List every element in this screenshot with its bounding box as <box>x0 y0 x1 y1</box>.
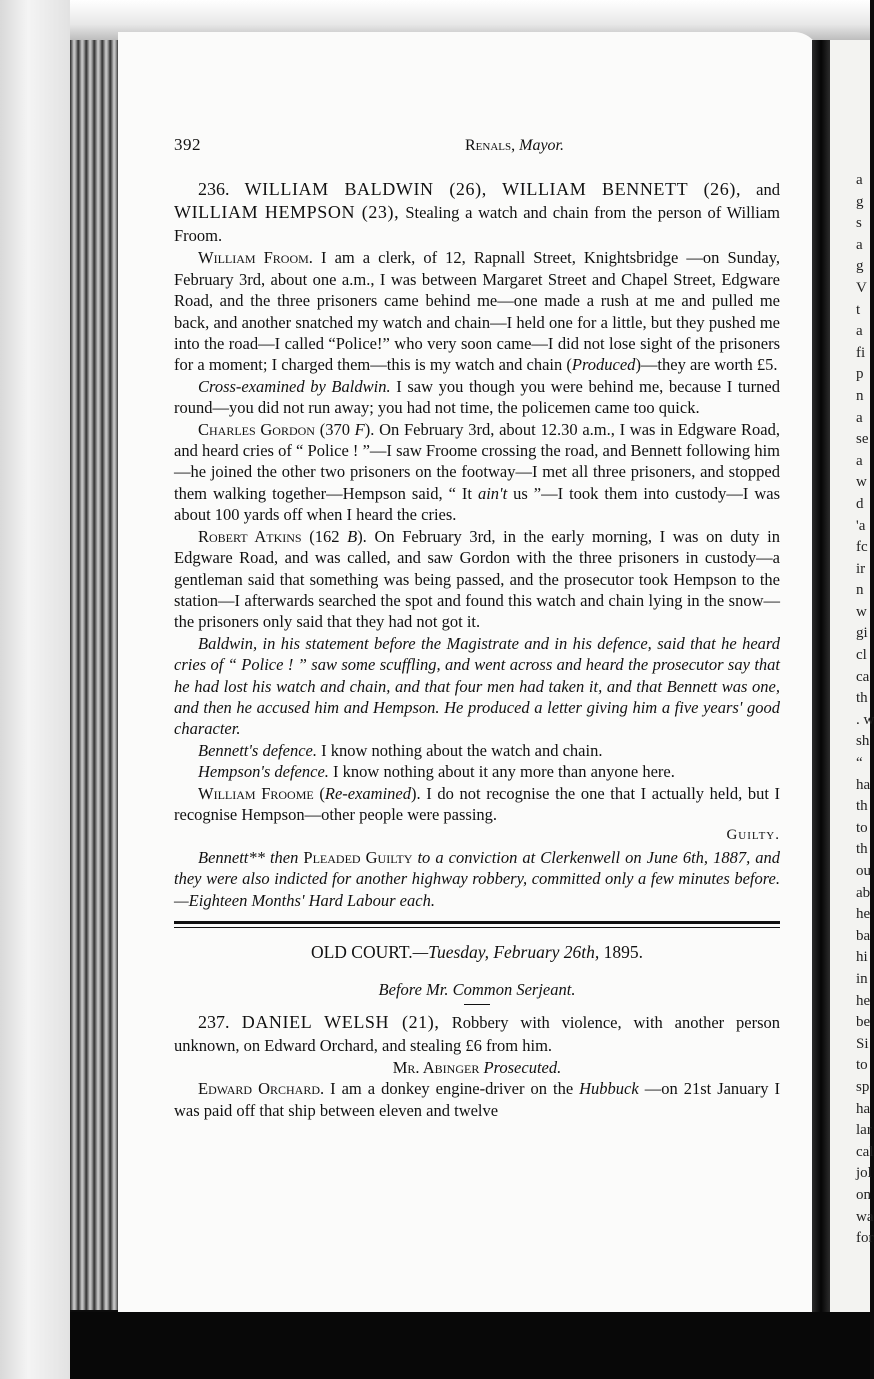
before-judge: Before Mr. Common Serjeant. <box>378 980 576 1000</box>
facing-page-fragment: to <box>856 1057 868 1074</box>
facing-page-fragment: a <box>856 323 863 340</box>
book-left-edge <box>0 0 70 1379</box>
hempson-defence: Hempson's defence. I know nothing about it any more than anyone here. <box>198 762 675 782</box>
page-header <box>174 134 564 156</box>
witness-name: Robert Atkins <box>198 526 302 546</box>
facing-page-fragment: th <box>856 690 868 707</box>
facing-page-fragment: lar <box>856 1122 872 1139</box>
facing-page-fragment: . w <box>856 711 874 728</box>
facing-page-fragment: in <box>856 970 868 987</box>
facing-page-fragment: n <box>856 387 864 404</box>
book-bottom-edge <box>70 1312 870 1379</box>
running-head <box>465 135 564 156</box>
facing-page-fragment: Si <box>856 1035 869 1052</box>
bennett-defence: Bennett's defence. I know nothing about the watch and chain. <box>198 740 603 760</box>
facing-page-fragment: gi <box>856 625 868 642</box>
facing-page-fragment: a <box>856 236 863 253</box>
witness-name: Edward Orchard. <box>198 1079 325 1099</box>
facing-page-fragment: 'a <box>856 517 866 534</box>
facing-page-fragment: cal <box>856 1143 874 1160</box>
case-236-number: 236. <box>198 179 230 200</box>
facing-page-fragment: n <box>856 582 864 599</box>
facing-page-fragment: a <box>856 452 863 469</box>
facing-page-fragment: fi <box>856 344 866 361</box>
page-number: 392 <box>174 135 201 154</box>
facing-page-fragment: g <box>856 258 864 275</box>
case-236-charge: Stealing a watch and chain from the person of William Froom. <box>174 203 780 246</box>
witness-name: Charles Gordon <box>198 419 315 439</box>
case-236-defendant-last: WILLIAM HEMPSON (23), <box>174 202 400 223</box>
running-head-title: Mayor. <box>519 137 564 154</box>
court-heading <box>174 942 780 963</box>
froome-reexamined: William Froome (Re-examined). I do not recognise the one that I actually held, but I recognise Hempson—other people were passing. <box>174 783 781 824</box>
facing-page-fragment: t <box>856 301 861 318</box>
case-237-number: 237. <box>198 1011 230 1032</box>
section-rule-thin <box>174 927 780 928</box>
facing-page-fragment: p <box>856 366 864 383</box>
verdict: Guilty. <box>726 827 780 844</box>
facing-page-fragment: a <box>856 409 863 426</box>
court-name: OLD COURT. <box>310 942 413 962</box>
facing-page-fragment: V <box>856 279 867 296</box>
baldwin-statement: Baldwin, in his statement before the Magistrate and in his defence, said that he heard cries of “ Police ! ” saw some scuffling, and went across and heard the prosecutor say that he had lost his watch and chain, and that four men had taken it, and that Bennett was one, and then he accused him and Hempson. He produced a letter giving him a five years' good character. <box>174 633 780 739</box>
prosecuting-counsel: Mr. Abinger <box>392 1057 480 1077</box>
cross-examination: Cross-examined by Baldwin. I saw you though you were behind me, because I turned round—you did not run away; you had not time, the policemen came too quick. <box>174 376 781 418</box>
running-head-name: Renals, <box>464 137 516 154</box>
section-rule-thick <box>174 921 780 924</box>
facing-page-fragment: se <box>856 431 869 448</box>
facing-page-fragment: ir <box>856 560 866 577</box>
witness-name: William Froome <box>198 783 314 803</box>
facing-page-fragment: s <box>856 215 862 232</box>
book-gutter <box>812 40 830 1330</box>
case-237-defendant: DANIEL WELSH (21), <box>241 1011 440 1032</box>
sentence: Bennett** then Pleaded Guilty to a conviction at Clerkenwell on June 6th, 1887, and they were also indicted for another highway robbery, committed only a few minutes before.—Eighteen Months' Hard Labour each. <box>174 847 780 910</box>
facing-page-fragment: ba <box>856 927 871 944</box>
court-date: —Tuesday, February 26th, <box>412 942 600 962</box>
facing-page-fragment: sp <box>856 1078 870 1095</box>
facing-page-fragment: wa <box>856 1208 874 1225</box>
case-236-defendants: WILLIAM BALDWIN (26), WILLIAM BENNETT (26), <box>244 179 742 200</box>
prosecution-line: Mr. Abinger Prosecuted. <box>392 1057 562 1077</box>
facing-page-fragment: jol <box>856 1165 872 1182</box>
book-spine <box>70 40 122 1310</box>
facing-page-fragment: ca <box>856 668 870 685</box>
testimony-orchard: Edward Orchard. I am a donkey engine-driver on the Hubbuck —on 21st January I was paid off that ship between eleven and twelve <box>174 1079 780 1120</box>
facing-page-fragment: d <box>856 495 864 512</box>
facing-page-fragment: th <box>856 841 868 858</box>
testimony-atkins: Robert Atkins (162 B). On February 3rd, in the early morning, I was on duty in Edgware Road, and was called, and saw Gordon with the three prisoners in custody—a gentleman said that something was being passed, and the prosecutor took Hempson to the station—I afterwards searched the spot and found this watch and chain lying in the snow—the prisoners only said that they had not got it. <box>174 526 780 632</box>
case-236-and: and <box>756 180 780 200</box>
case-236-heading <box>174 178 780 247</box>
short-rule <box>464 1004 490 1005</box>
facing-page-fragment: he <box>856 906 871 923</box>
case-237-charge: Robbery with violence, with another person unknown, on Edward Orchard, and stealing £6 from him. <box>174 1012 780 1055</box>
facing-page-fragment: th <box>856 798 868 815</box>
facing-page-fragment: “ <box>856 755 863 772</box>
facing-page-text <box>856 170 874 1250</box>
facing-page-fragment: hi <box>856 949 868 966</box>
facing-page-fragment: ha <box>856 776 871 793</box>
cross-examination-label: Cross-examined by Baldwin. <box>198 376 391 396</box>
facing-page-fragment: he <box>856 992 871 1009</box>
facing-page-fragment: cl <box>856 647 867 664</box>
facing-page-fragment: to <box>856 819 868 836</box>
facing-page-fragment: ab <box>856 884 871 901</box>
case-237-heading <box>174 1011 780 1057</box>
facing-page-fragment: fc <box>856 539 868 556</box>
facing-page-fragment: g <box>856 193 864 210</box>
facing-page-fragment: ha <box>856 1100 871 1117</box>
testimony-froom: William Froom. I am a clerk, of 12, Rapnall Street, Knightsbridge —on Sunday, February 3rd, about one a.m., I was between Margaret Street and Chapel Street, Edgware Road, and the three prisoners came behind me—one made a rush at me and pulled me back, and another snatched my watch and chain—I held one for a little, but they pushed me into the road—I called “Police!” who very soon came—I did not lose sight of the prisoners for a moment; I charged them—this is my watch and chain (Produced)—they are worth £5. <box>174 248 781 375</box>
facing-page-fragment: for <box>856 1230 874 1247</box>
court-year: 1895. <box>603 942 644 962</box>
facing-page-fragment: a <box>856 172 863 188</box>
facing-page-fragment: on <box>856 1186 871 1203</box>
witness-name: William Froom. <box>198 248 313 268</box>
facing-page-fragment: sh <box>856 733 870 750</box>
testimony-gordon: Charles Gordon (370 F). On February 3rd, about 12.30 a.m., I was in Edgware Road, and heard cries of “ Police ! ”—I saw Froome crossing the road, and Bennett following him—he joined the other two prisoners on the footway—I met all three prisoners, and stopped them walking together—Hempson said, “ It ain't us ”—I took them into custody—I was about 100 yards off when I heard the cries. <box>174 419 781 525</box>
facing-page-fragment: w <box>856 603 867 620</box>
page-content <box>174 134 780 1121</box>
facing-page-fragment: w <box>856 474 867 491</box>
facing-page-fragment: be <box>856 1014 871 1031</box>
facing-page-fragment: ou <box>856 863 871 879</box>
